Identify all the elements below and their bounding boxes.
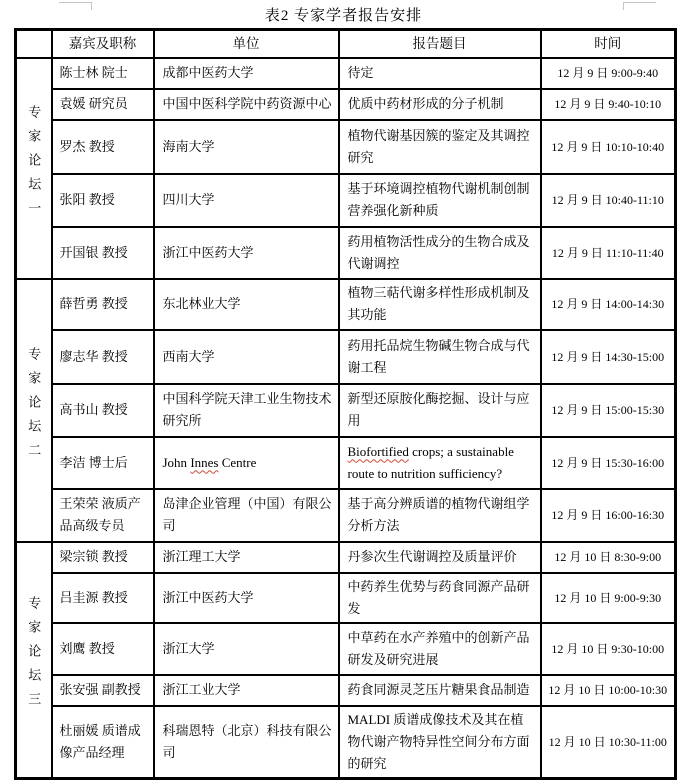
cell-unit: 成都中医药大学: [154, 58, 339, 89]
table-row: [16, 384, 676, 437]
cell-guest: 吕圭源 教授: [52, 573, 154, 623]
cell-guest: 张阳 教授: [52, 174, 154, 227]
cell-unit: 浙江大学: [154, 623, 339, 675]
group-label-forum-1: [16, 58, 52, 279]
table-row: [16, 58, 676, 89]
cell-time: 12 月 9 日 9:00-9:40: [541, 58, 676, 89]
cell-guest: 开国银 教授: [52, 227, 154, 279]
cell-guest: 李洁 博士后: [52, 437, 154, 489]
group-label-text: 专家论坛三: [26, 596, 42, 716]
header-cell-guest: 嘉宾及职称: [52, 30, 154, 58]
cell-guest: 张安强 副教授: [52, 675, 154, 706]
unit-text: John: [162, 454, 191, 470]
table-row: [16, 489, 676, 542]
cell-topic: 药用托品烷生物碱生物合成与代谢工程: [339, 330, 541, 384]
cell-unit: 四川大学: [154, 174, 339, 227]
cell-unit: 西南大学: [154, 330, 339, 384]
cell-topic: 新型还原胺化酶挖掘、设计与应用: [339, 384, 541, 437]
cell-unit: 浙江中医药大学: [154, 227, 339, 279]
cell-topic: 植物代谢基因簇的鉴定及其调控研究: [339, 120, 541, 174]
cell-time: 12 月 9 日 10:10-10:40: [541, 120, 676, 174]
group-label-forum-3: [16, 542, 52, 779]
cell-guest: 陈士林 院士: [52, 58, 154, 89]
cell-topic: 中药养生优势与药食同源产品研发: [339, 573, 541, 623]
table-row: [16, 89, 676, 120]
cell-unit: 浙江中医药大学: [154, 573, 339, 623]
table-row: [16, 706, 676, 779]
table-row: [16, 330, 676, 384]
table-row: [16, 174, 676, 227]
cell-time: 12 月 9 日 16:00-16:30: [541, 489, 676, 542]
unit-text: Centre: [218, 454, 257, 470]
cell-time: 12 月 9 日 11:10-11:40: [541, 227, 676, 279]
cell-time: 12 月 9 日 10:40-11:10: [541, 174, 676, 227]
header-cell-group: [16, 30, 52, 58]
cell-time: 12 月 10 日 10:00-10:30: [541, 675, 676, 706]
cell-time: 12 月 9 日 14:00-14:30: [541, 279, 676, 330]
table-title: 表2 专家学者报告安排: [264, 8, 423, 24]
table-row: [16, 675, 676, 706]
header-row: [16, 30, 676, 58]
cell-guest: 刘鹰 教授: [52, 623, 154, 675]
group-label-forum-2: [16, 279, 52, 542]
cell-time: 12 月 9 日 15:00-15:30: [541, 384, 676, 437]
spellcheck-underline-word: Biofortified: [347, 443, 409, 459]
cell-topic: 药食同源灵芝压片糖果食品制造: [339, 675, 541, 706]
cell-topic: 丹参次生代谢调控及质量评价: [339, 542, 541, 573]
cell-time: 12 月 9 日 14:30-15:00: [541, 330, 676, 384]
cell-time: 12 月 9 日 9:40-10:10: [541, 89, 676, 120]
cell-unit: 岛津企业管理（中国）有限公司: [154, 489, 339, 542]
header-cell-topic: 报告题目: [339, 30, 541, 58]
cell-topic: 药用植物活性成分的生物合成及代谢调控: [339, 227, 541, 279]
table-row: [16, 227, 676, 279]
cell-time: 12 月 10 日 10:30-11:00: [541, 706, 676, 779]
cell-unit: [154, 437, 339, 489]
cell-topic: 基于环境调控植物代谢机制创制营养强化新种质: [339, 174, 541, 227]
cell-time: 12 月 9 日 15:30-16:00: [541, 437, 676, 489]
cell-guest: 杜丽媛 质谱成像产品经理: [52, 706, 154, 779]
spellcheck-underline-word: Innes: [190, 454, 219, 470]
header-cell-time: 时间: [541, 30, 676, 58]
cell-topic: 优质中药材形成的分子机制: [339, 89, 541, 120]
cell-guest: 袁媛 研究员: [52, 89, 154, 120]
cell-topic: 中草药在水产养殖中的创新产品研发及研究进展: [339, 623, 541, 675]
cell-time: 12 月 10 日 9:30-10:00: [541, 623, 676, 675]
table-row: [16, 437, 676, 489]
cell-topic: 待定: [339, 58, 541, 89]
table-row: [16, 120, 676, 174]
cell-unit: 科瑞恩特（北京）科技有限公司: [154, 706, 339, 779]
cell-guest: 高书山 教授: [52, 384, 154, 437]
cell-time: 12 月 10 日 9:00-9:30: [541, 573, 676, 623]
table-row: [16, 623, 676, 675]
cell-guest: 薛哲勇 教授: [52, 279, 154, 330]
group-label-text: 专家论坛二: [26, 346, 42, 467]
cell-unit: 东北林业大学: [154, 279, 339, 330]
cell-unit: 浙江工业大学: [154, 675, 339, 706]
cell-unit: 海南大学: [154, 120, 339, 174]
schedule-table: [14, 28, 677, 780]
cell-guest: 王荣荣 液质产品高级专员: [52, 489, 154, 542]
cell-topic: MALDI 质谱成像技术及其在植物代谢产物特异性空间分布方面的研究: [339, 706, 541, 779]
cell-unit: 中国科学院天津工业生物技术研究所: [154, 384, 339, 437]
table-row: [16, 542, 676, 573]
cell-topic: [339, 437, 541, 489]
topic-text: crops; a sustainable route to nutrition sufficiency?: [347, 443, 514, 481]
cell-time: 12 月 10 日 8:30-9:00: [541, 542, 676, 573]
cell-unit: 中国中医科学院中药资源中心: [154, 89, 339, 120]
cell-topic: 植物三萜代谢多样性形成机制及其功能: [339, 279, 541, 330]
cell-unit: 浙江理工大学: [154, 542, 339, 573]
cell-guest: 廖志华 教授: [52, 330, 154, 384]
table-row: [16, 573, 676, 623]
group-label-text: 专家论坛一: [26, 104, 42, 225]
cell-topic: 基于高分辨质谱的植物代谢组学分析方法: [339, 489, 541, 542]
cell-guest: 罗杰 教授: [52, 120, 154, 174]
table-row: [16, 279, 676, 330]
cell-guest: 梁宗锁 教授: [52, 542, 154, 573]
header-cell-unit: 单位: [154, 30, 339, 58]
